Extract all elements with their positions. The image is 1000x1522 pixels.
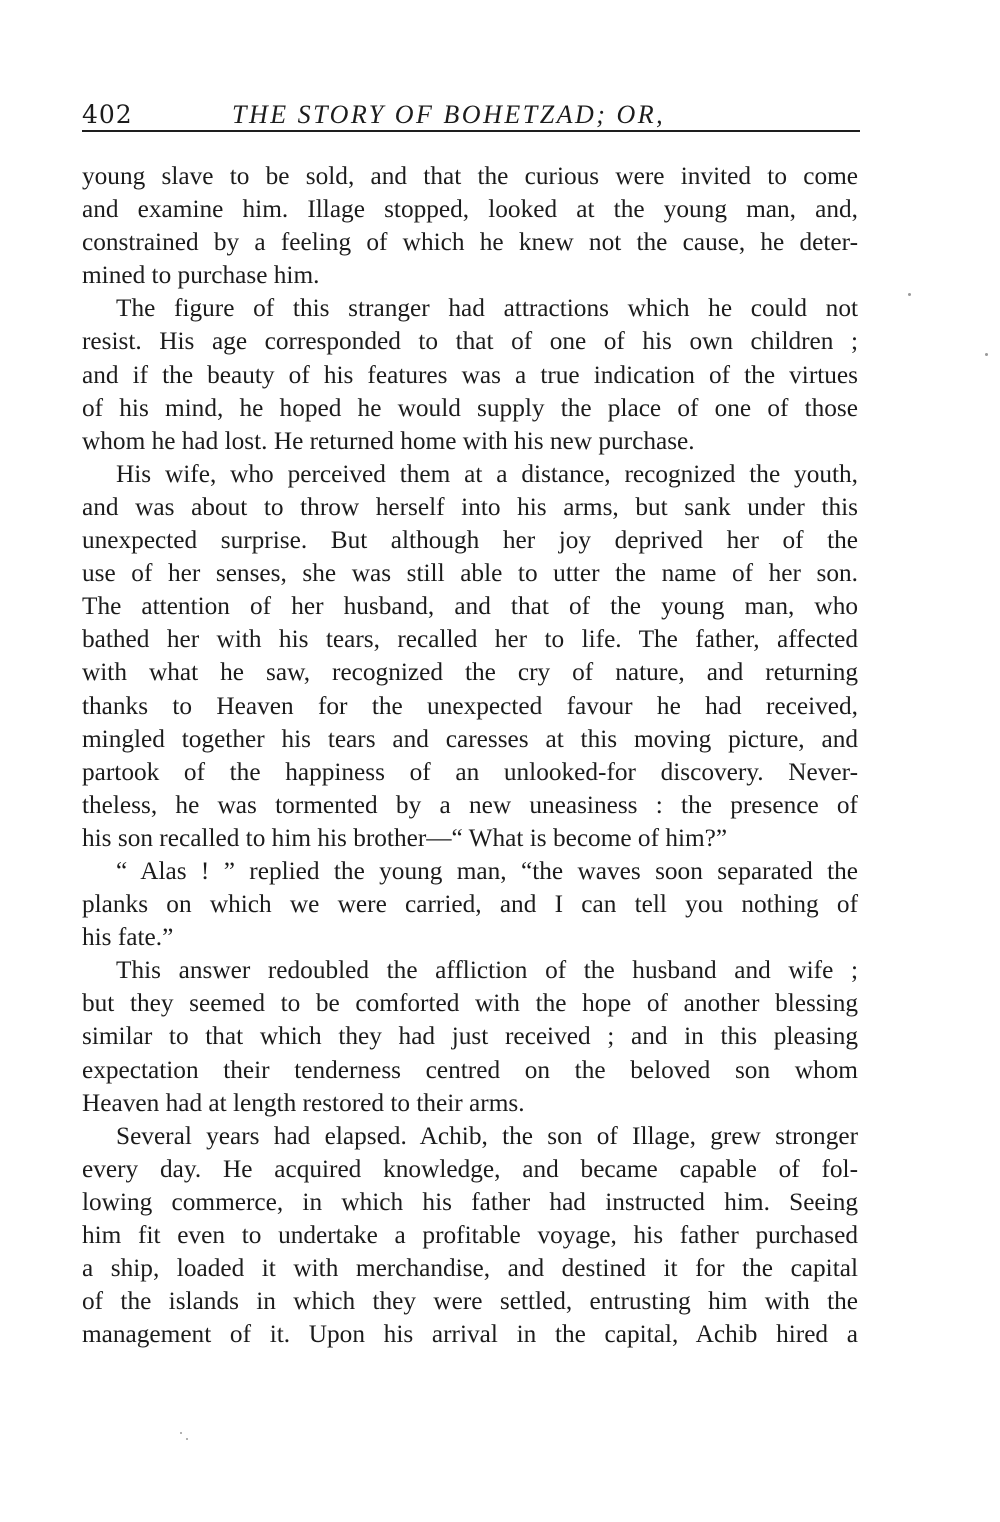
text-line: mined to purchase him. <box>82 261 320 290</box>
text-line: management of it. Upon his arrival in the capital, Achib hired a <box>82 1320 858 1349</box>
text-line: resist. His age corresponded to that of one of his own children ; <box>82 327 858 356</box>
text-line: his fate.” <box>82 923 174 952</box>
text-line: whom he had lost. He returned home with his new purchase. <box>82 426 695 455</box>
scan-speck <box>180 1432 182 1434</box>
text-line: with what he saw, recognized the cry of nature, and returning <box>82 658 858 687</box>
text-line: partook of the happiness of an unlooked-for discovery. Never- <box>82 757 858 786</box>
text-line: and was about to throw herself into his arms, but sank under this <box>82 492 858 521</box>
text-line: young slave to be sold, and that the curious were invited to come <box>82 162 858 190</box>
text-line: similar to that which they had just received ; and in this pleasing <box>82 1022 858 1051</box>
text-line: mingled together his tears and caresses at this moving picture, and <box>82 724 858 753</box>
text-line: thanks to Heaven for the unexpected favour he had received, <box>82 691 858 720</box>
text-line: him fit even to undertake a profitable voyage, his father purchased <box>82 1221 858 1249</box>
text-line: of the islands in which they were settled, entrusting him with the <box>82 1287 858 1316</box>
text-line: theless, he was tormented by a new uneasiness : the presence of <box>82 790 858 819</box>
text-line: every day. He acquired knowledge, and became capable of fol- <box>82 1154 858 1183</box>
text-line: This answer redoubled the affliction of the husband and wife ; <box>116 956 858 985</box>
text-line: a ship, loaded it with merchandise, and destined it for the capital <box>82 1254 858 1283</box>
text-line: of his mind, he hoped he would supply the place of one of those <box>82 393 858 422</box>
text-line: and examine him. Illage stopped, looked at the young man, and, <box>82 195 858 224</box>
text-line: “ Alas ! ” replied the young man, “the waves soon separated the <box>116 856 858 885</box>
text-line: The figure of this stranger had attractions which he could not <box>116 294 858 323</box>
text-line: planks on which we were carried, and I can tell you nothing of <box>82 890 858 919</box>
text-line: but they seemed to be comforted with the hope of another blessing <box>82 989 858 1018</box>
page-number: 402 <box>82 100 133 129</box>
text-line: bathed her with his tears, recalled her to life. The father, affected <box>82 625 858 654</box>
text-line: expectation their tenderness centred on the beloved son whom <box>82 1055 858 1084</box>
scan-speck <box>186 1438 188 1440</box>
text-line: lowing commerce, in which his father had instructed him. Seeing <box>82 1187 858 1216</box>
text-line: The attention of her husband, and that of the young man, who <box>82 592 858 621</box>
running-title: THE STORY OF BOHETZAD; OR, <box>232 100 666 129</box>
body-text <box>82 160 858 1351</box>
text-line: Heaven had at length restored to their arms. <box>82 1088 525 1117</box>
text-line: his son recalled to him his brother—“ What is become of him?” <box>82 823 728 852</box>
scan-speck <box>908 293 911 296</box>
scan-speck <box>985 353 988 356</box>
text-line: use of her senses, she was still able to utter the name of her son. <box>82 559 858 588</box>
text-line: constrained by a feeling of which he knew not the cause, he deter- <box>82 228 858 257</box>
text-line: unexpected surprise. But although her joy deprived her of the <box>82 526 858 555</box>
page-header <box>82 80 860 132</box>
text-line: His wife, who perceived them at a distance, recognized the youth, <box>116 459 858 488</box>
text-line: and if the beauty of his features was a true indication of the virtues <box>82 360 858 389</box>
text-line: Several years had elapsed. Achib, the son of Illage, grew stronger <box>116 1121 858 1150</box>
